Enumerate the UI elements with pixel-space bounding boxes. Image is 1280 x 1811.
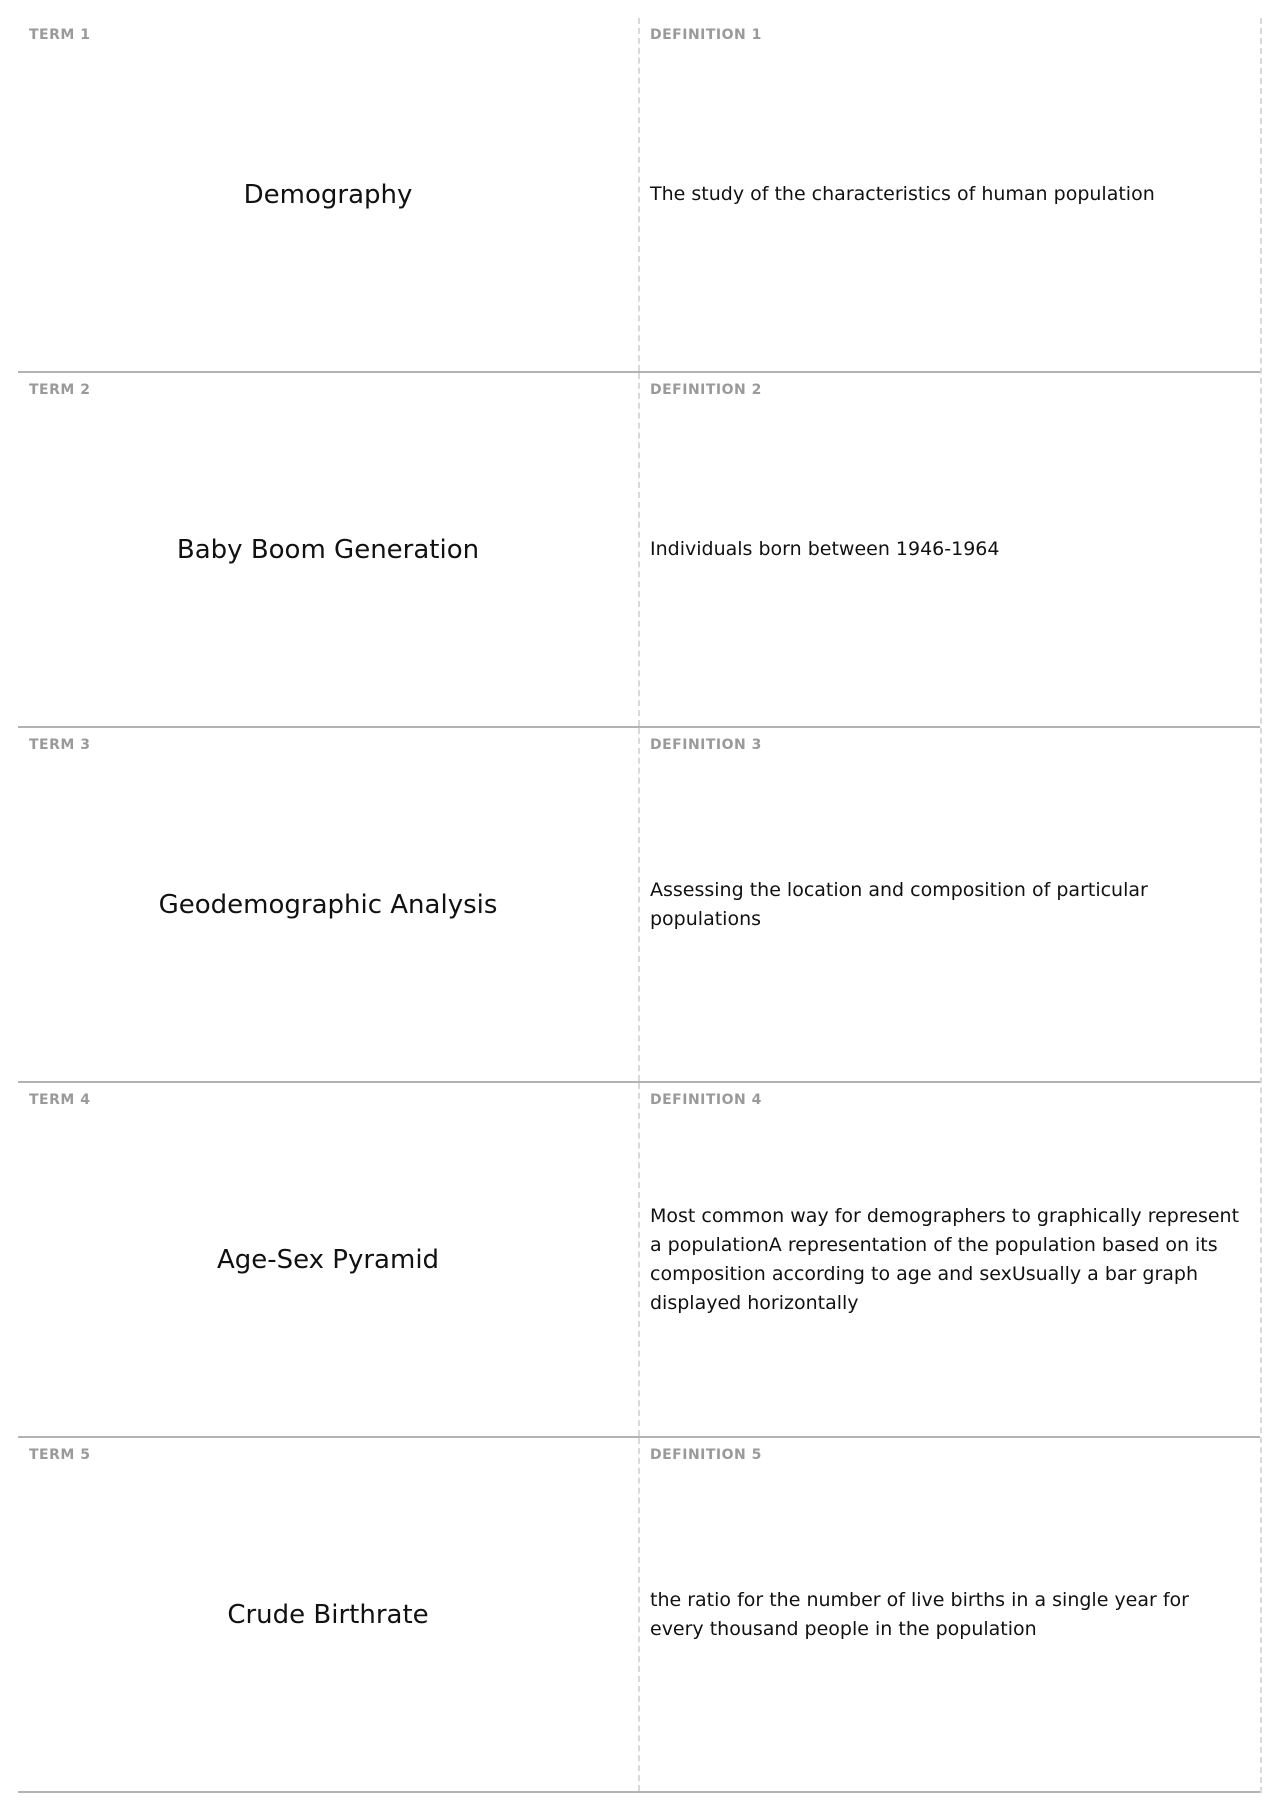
term-label: TERM 3 bbox=[29, 737, 91, 753]
definition-text: Assessing the location and composition of particular populations bbox=[650, 878, 1148, 930]
term-text: Age-Sex Pyramid bbox=[216, 1244, 440, 1275]
definition-label: DEFINITION 2 bbox=[650, 382, 762, 398]
flashcard-row bbox=[18, 1083, 1260, 1438]
definition-card bbox=[640, 1438, 1260, 1791]
definition-card bbox=[640, 1083, 1260, 1436]
definition-text: The study of the characteristics of human population bbox=[650, 183, 1155, 205]
definition-text: the ratio for the number of live births in a single year for every thousand people in the population bbox=[650, 1588, 1189, 1640]
definition-card bbox=[640, 373, 1260, 726]
definition-card bbox=[640, 18, 1260, 371]
flashcard-row bbox=[18, 1438, 1260, 1793]
term-card bbox=[18, 373, 640, 726]
flashcard-sheet bbox=[18, 18, 1262, 1793]
term-label: TERM 1 bbox=[29, 27, 91, 43]
term-text: Geodemographic Analysis bbox=[158, 889, 498, 920]
definition-label: DEFINITION 4 bbox=[650, 1092, 762, 1108]
term-label: TERM 2 bbox=[29, 382, 91, 398]
definition-label: DEFINITION 5 bbox=[650, 1447, 762, 1463]
term-card bbox=[18, 1438, 640, 1791]
term-text: Baby Boom Generation bbox=[176, 534, 480, 565]
definition-card bbox=[640, 728, 1260, 1081]
flashcard-row bbox=[18, 728, 1260, 1083]
term-label: TERM 4 bbox=[29, 1092, 91, 1108]
definition-text: Individuals born between 1946-1964 bbox=[650, 538, 1000, 560]
term-label: TERM 5 bbox=[29, 1447, 91, 1463]
term-card bbox=[18, 1083, 640, 1436]
term-text: Crude Birthrate bbox=[227, 1599, 429, 1630]
term-card bbox=[18, 728, 640, 1081]
term-card bbox=[18, 18, 640, 371]
flashcard-row bbox=[18, 373, 1260, 728]
term-text: Demography bbox=[243, 179, 413, 210]
definition-text: Most common way for demographers to graphically represent a populationA representation of the population based on its composition according to age and sexUsually a bar graph displayed horizontally bbox=[650, 1204, 1240, 1314]
definition-label: DEFINITION 3 bbox=[650, 737, 762, 753]
flashcard-row bbox=[18, 18, 1260, 373]
definition-label: DEFINITION 1 bbox=[650, 27, 762, 43]
